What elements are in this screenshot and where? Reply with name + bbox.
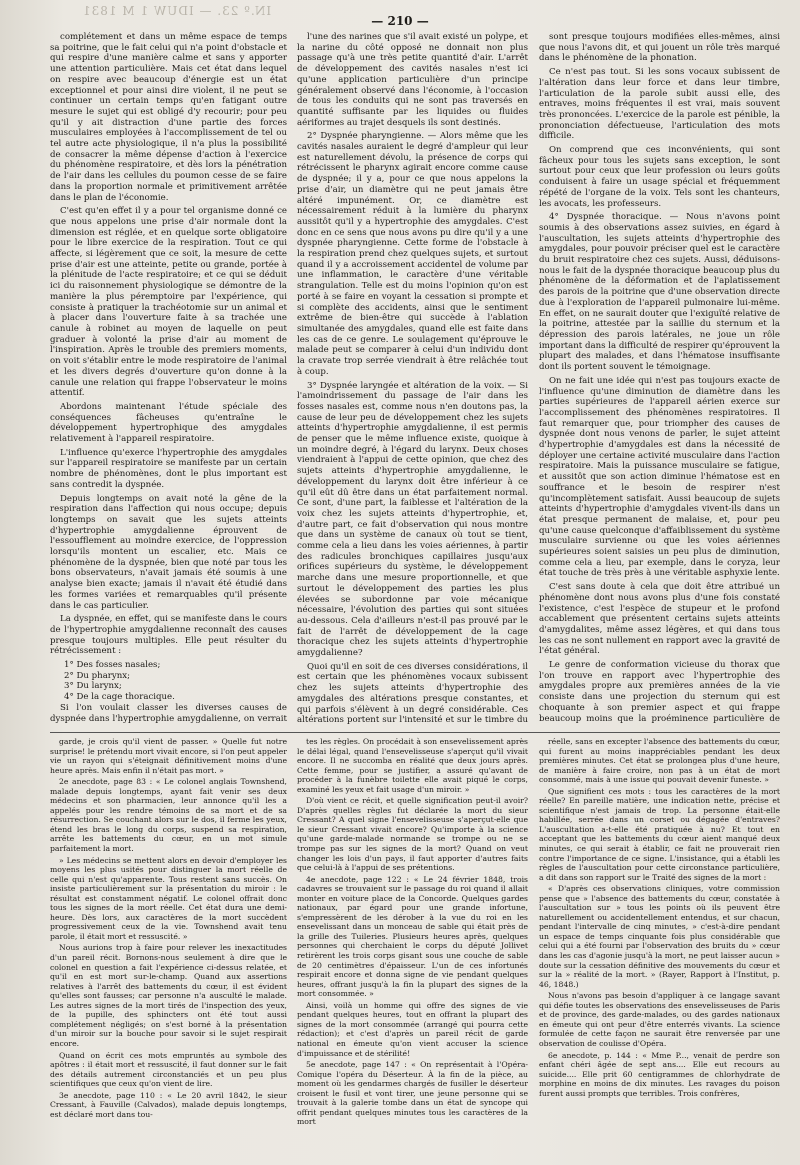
footnote-column-1 xyxy=(50,737,287,1155)
cause-list xyxy=(50,660,287,703)
footnote-column-2 xyxy=(297,737,528,1155)
footnote-paragraph: 4e anecdote, page 122 : « Le 24 février 1848, trois cadavres se trouvaient sur le passage du roi quand il allait monter en voiture place de la Concorde. Quelques gardes nationaux, par égard pour une grande infortune, s'empressèrent de les dérober à la vue du roi en les ensevelissant dans un monceau de sable qui était près de la grille des Tuileries. Plusieurs heures après, quelques personnes qui cherchaient le corps du député Jollivet retirèrent les trois corps gisant sous une couche de sable de 20 centimètres d'épaisseur. L'un de ces infortunés respirait encore et donna signe de vie pendant quelques heures, offrant jusqu'à la fin la plupart des signes de la mort consommée. » xyxy=(297,874,528,999)
paragraph: complétement et dans un même espace de temps sa poitrine, que le fait celui qui n'a point d'obstacle et qui respire d'une manière calme et sans y apporter une attention particulière. Mais cet état dans lequel on respire avec beaucoup d'énergie est un état exceptionnel et pour ainsi dire violent, il ne peut se continuer un certain temps qu'en fatigant outre mesure le sujet qui est obligé d'y recourir; pour peu qu'il y ait distraction d'une partie des forces musculaires employées à l'accomplissement de tel ou tel autre acte physiologique, il n'a plus la possibilité de consacrer la même dépense d'action à l'exercice du phénomène respiratoire, et dès lors la pénétration de l'air dans les cellules du poumon cesse de se faire dans la proportion normale et primitivement arrêtée dans le plan de l'économie. xyxy=(50,32,287,203)
paragraph: Depuis longtemps on avait noté la gêne de la respiration dans l'affection qui nous occupe; depuis longtemps on savait que les sujets atteints d'hypertrophie amygdalienne éprouvent de l'essoufflement au moindre exercice, de l'oppression lorsqu'ils montent un escalier, etc. Mais ce phénomène de la dyspnée, bien que noté par tous les bons observateurs, n'avait jamais été soumis à une analyse bien exacte; jamais il n'avait été étudié dans les formes variées et remarquables qu'il présente dans le cas particulier. xyxy=(50,493,287,611)
footnote-paragraph: Nous n'avons pas besoin d'appliquer à ce langage savant qui défie toutes les observations des ensevelisseuses de Paris et de province, des garde-malades, ou des gardes nationaux en émeute qui ont peur d'être enterrés vivants. La science formulée de cette façon ne saurait être renversée par une observation de coulisse d'Opéra. xyxy=(539,991,780,1048)
footnote-column-3 xyxy=(539,737,780,1155)
footnote-paragraph: garde, je crois qu'il vient de passer. » Quelle fut notre surprise! le prétendu mort vivait encore, si l'on peut appeler vie un rayon qui s'éteignait définitivement moins d'une heure après. Mais enfin il n'était pas mort. » xyxy=(50,737,287,775)
footnote-paragraph: D'où vient ce récit, et quelle signification peut-il avoir? D'après quelles règles fut déclarée la mort du sieur Cressant? A quel signe l'ensevelisseuse s'aperçut-elle que le sieur Cressant vivait encore? Qu'importe à la science qu'une garde-malade normande se trompe ou ne se trompe pas sur les signes de la mort? Quand on veut changer les lois d'un pays, il faut apporter d'autres faits que celui-là à l'appui de ses prétentions. xyxy=(297,796,528,873)
footnote-separator xyxy=(50,732,780,733)
paragraph: Quoi qu'il en soit de ces diverses considérations, il est certain que les phénomènes vocaux subissent chez les sujets atteints d'hypertrophie des amygdales des altérations presque constantes, et qui parfois s'élèvent à un degré considérable. Ces altérations portent sur l'intensité et sur le timbre du xyxy=(297,661,528,724)
paragraph: l'une des narines que s'il avait existé un polype, et la narine du côté opposé ne donnait non plus passage qu'à une très petite quantité d'air. L'arrêt de développement des cavités nasales n'est ici qu'une application particulière d'un principe généralement observé dans l'économie, à l'occasion de tous les conduits qui ne sont pas traversés en quantité suffisante par les liquides ou fluides aériformes au trajet desquels ils sont destinés. xyxy=(297,32,528,128)
footnote-paragraph: 6e anecdote, p. 144 : « Mme P..., venait de perdre son enfant chéri âgée de sept ans.... Elle eut recours au suicide.... Elle prit 60 centigrammes de chlorhydrate de morphine en moins de dix minutes. Les ravages du poison furent aussi prompts que terribles. Trois confrères, xyxy=(539,1050,780,1098)
footnote-paragraph: tes les règles. On procédait à son ensevelissement après le délai légal, quand l'ensevelisseuse s'aperçut qu'il vivait encore. Il ne succomba en réalité que deux jours après. Cette femme, pour se justifier, a assuré qu'avant de procéder à la funèbre toilette elle avait piqué le corps, examiné les yeux et fait usage d'un miroir. » xyxy=(297,737,528,794)
paragraph: Le genre de conformation vicieuse du thorax que l'on trouve en rapport avec l'hypertrophie des amygdales propre aux premières années de la vie consiste dans une projection du sternum qui est choquante à son premier aspect et qui frappe beaucoup moins que la proéminence particulière de xyxy=(539,660,780,724)
paragraph: Si l'on voulait classer les diverses causes de dyspnée dans l'hypertrophie amygdalienne, on verrait xyxy=(50,702,287,724)
paragraph: On comprend que ces inconvénients, qui sont fâcheux pour tous les sujets sans exception, le sont surtout pour ceux que leur profession ou leurs goûts conduisent à faire un usage spécial et fréquemment répété de l'organe de la voix. Tels sont les chanteurs, les avocats, les professeurs. xyxy=(539,145,780,209)
footnote-paragraph: Que signifient ces mots : tous les caractères de la mort réelle? En pareille matière, une indication nette, précise et scientifique n'est jamais de trop. La personne était-elle habillée, serrée dans un corset ou dégagée d'entraves? L'auscultation a-t-elle été pratiquée à nu? Et tout en acceptant que les battements du cœur aient manqué deux minutes, ce qui serait à établir, ce fait ne prouverait rien contre l'importance de ce signe. L'insistance, qui a établi les règles de l'auscultation pour cette circonstance particulière, a dit dans son rapport sur le Traité des signes de la mort : xyxy=(539,786,780,882)
paragraph: C'est sans doute à cela que doit être attribué un phénomène dont nous avons plus d'une fois constaté l'existence, c'est l'espèce de stupeur et le profond accablement que présentent certains sujets atteints d'amygdalites, même assez légères, et qui dans tous les cas ne sont nullement en rapport avec la gravité de l'état général. xyxy=(539,582,780,657)
footnote-paragraph: 5e anecdote, page 147 : « On représentait à l'Opéra-Comique l'opéra du Déserteur. À la fin de la pièce, au moment où les gendarmes chargés de fusiller le déserteur croisent le fusil et vont tirer, une jeune personne qui se trouvait à la galerie tombe dans un état de syncope qui offrit pendant quelques minutes tous les caractères de la mort xyxy=(297,1060,528,1127)
text-column-1 xyxy=(50,32,287,724)
list-item: 4° De la cage thoracique. xyxy=(64,692,175,703)
list-item: 2° Du pharynx; xyxy=(64,670,131,681)
text-column-2 xyxy=(297,32,528,724)
paragraph: La dyspnée, en effet, qui se manifeste dans le cours de l'hypertrophie amygdalienne reconnaît des causes presque toujours multiples. Elle peut résulter du rétrécissement : xyxy=(50,614,287,657)
footnote-paragraph: Quand on écrit ces mots empruntés au symbole des apôtres : il était mort et ressuscité, il faut donner sur le fait des détails autrement circonstanciés et un peu plus scientifiques que ceux qu'on vient de lire. xyxy=(50,1050,287,1089)
paragraph: sont presque toujours modifiées elles-mêmes, ainsi que nous l'avons dit, et qui jouent un rôle très marqué dans le phénomène de la phonation. xyxy=(539,32,780,64)
paragraph: 4° Dyspnée thoracique. — Nous n'avons point soumis à des observations assez suivies, en égard à l'auscultation, les sujets atteints d'hypertrophie des amygdales, pour pouvoir préciser quel est le caractère du bruit respiratoire chez ces sujets. Aussi, déduisons-nous le fait de la dyspnée thoracique beaucoup plus du phénomène de la déformation et de l'aplatissement des parois de la poitrine que d'une observation directe due à l'exploration de l'appareil pulmonaire lui-même. En effet, on ne saurait douter que l'exiguïté relative de la poitrine, attestée par la saillie du sternum et la dépression des parois latérales, ne joue un rôle important dans la difficulté de respirer qu'éprouvent la plupart des malades, et dans l'hématose insuffisante dont ils portent souvent le témoignage. xyxy=(539,212,780,373)
paragraph: C'est qu'en effet il y a pour tel organisme donné ce que nous appelons une prise d'air normale dont la dimension est réglée, et en quelque sorte obligatoire pour le libre exercice de la respiration. Tout ce qui affecte, si légèrement que ce soit, la mesure de cette prise d'air est une atteinte, petite ou grande, portée à la plénitude de l'acte respiratoire; et ce qui se déduit ici du raisonnement physiologique se démontre de la manière la plus péremptoire par l'expérience, qui consiste à pratiquer la trachéotomie sur un animal et à placer dans l'ouverture faite à sa trachée une canule à robinet au moyen de laquelle on peut graduer à volonté la prise d'air au moment de l'inspiration. Après le trouble des premiers moments, on voit s'établir entre le mode respiratoire de l'animal et les divers degrés d'ouverture qu'on donne à la canule une relation qui frappe l'observateur le moins attentif. xyxy=(50,206,287,399)
footnote-paragraph: réelle, sans en excepter l'absence des battements du cœur, qui furent au moins inappréciables pendant les deux premières minutes. Cet état se prolongea plus d'une heure, de manière à faire croire, non pas à un état de mort consommé, mais à une issue qui pouvait devenir funeste. » xyxy=(539,737,780,785)
show-through-text: IN.º 23. — IDUW 1 M 1831 xyxy=(82,4,272,18)
footnote-paragraph: Ainsi, voilà un homme qui offre des signes de vie pendant quelques heures, tout en offrant la plupart des signes de la mort consommée (arrangé qui pourra cette rédaction); et c'est d'après un pareil récit de garde national en émeute qu'on vient accuser la science d'impuissance et de stérilité! xyxy=(297,1000,528,1058)
text-column-3 xyxy=(539,32,780,724)
list-item: 1° Des fosses nasales; xyxy=(64,660,161,671)
page-number: — 210 — xyxy=(371,14,429,28)
footnote-paragraph: 3e anecdote, page 110 : « Le 20 avril 1842, le sieur Cressant, à Fauville (Calvados), malade depuis longtemps, est déclaré mort dans tou- xyxy=(50,1090,287,1119)
paragraph: 3° Dyspnée laryngée et altération de la voix. — Si l'amoindrissement du passage de l'air dans les fosses nasales est, comme nous n'en doutons pas, la cause de leur peu de développement chez les sujets atteints d'hypertrophie amygdalienne, il est permis de penser que le même influence existe, quoique à un moindre degré, à l'égard du larynx. Deux choses viendraient à l'appui de cette opinion, que chez des sujets atteints d'hypertrophie amygdalienne, le développement du larynx doit être inférieur à ce qu'il eût dû être dans un état parfaitement normal. Ce sont, d'une part, la faiblesse et l'altération de la voix chez les sujets atteints d'hypertrophie, et, d'autre part, ce fait d'observation qui nous montre que dans un système de canaux où tout se tient, comme cela a lieu dans les voies aériennes, à partir des radicules bronchiques capillaires jusqu'aux orifices supérieurs du système, le développement marche dans une mesure proportionnelle, et que surtout le développement des parties les plus élevées se subordonne par voie mécanique nécessaire, l'évolution des parties qui sont situées au-dessous. Cela d'ailleurs n'est-il pas prouvé par le fait de l'arrêt de développement de la cage thoracique chez les sujets atteints d'hypertrophie amygdalienne? xyxy=(297,380,528,659)
paragraph: Ce n'est pas tout. Si les sons vocaux subissent de l'altération dans leur force et dans leur timbre, l'articulation de la parole subit aussi elle, des entraves, moins fréquentes il est vrai, mais souvent très prononcées. L'exercice de la parole est pénible, la prononciation défectueuse, l'articulation des mots difficile. xyxy=(539,67,780,142)
footnote-paragraph: Nous aurions trop à faire pour relever les inexactitudes d'un pareil récit. Bornons-nous seulement à dire que le colonel en question a fait l'expérience ci-dessus relatée, et qu'il en est mort sur-le-champ. Quand aux assertions relatives à l'arrêt des battements du cœur, il est évident qu'elles sont fausses; car personne n'a ausculté le malade. Les autres signes de la mort tirés de l'inspection des yeux, de la pupille, des sphincters ont été tout aussi complétement négligés; on s'est borné à la présentation d'un miroir sur la bouche pour savoir si le sujet respirait encore. xyxy=(50,943,287,1048)
footnote-paragraph: 2e anecdote, page 83 : « Le colonel anglais Townshend, malade depuis longtemps, ayant fait venir ses deux médecins et son pharmacien, leur annonce qu'il les a appelés pour les rendre témoins de sa mort et de sa résurrection. Se couchant alors sur le dos, il ferme les yeux, étend les bras le long du corps, suspend sa respiration, arrête les battements du cœur, en un mot simule parfaitement la mort. xyxy=(50,777,287,854)
paragraph: On ne fait une idée qui n'est pas toujours exacte de l'influence qu'une diminution de diamètre dans les parties supérieures de l'appareil aérien exerce sur l'accomplissement des phénomènes respiratoires. Il faut remarquer que, pour triompher des causes de dyspnée dont nous venons de parler, le sujet atteint d'hypertrophie d'amygdales est dans la nécessité de déployer une certaine activité musculaire dans l'action respiratoire. Mais la puissance musculaire se fatigue, et aussitôt que son action diminue l'hématose est en souffrance et le besoin de respirer n'est qu'incomplètement satisfait. Aussi beaucoup de sujets atteints d'hypertrophie d'amygdales vivent-ils dans un état presque permanent de malaise, et, pour peu qu'une cause quelconque d'affaiblissement du système musculaire survienne ou que les voies aériennes supérieures soient saisies un peu plus de diminution, comme cela a lieu, par exemple, dans le coryza, leur état touche de très près à une véritable asphyxie lente. xyxy=(539,375,780,579)
footnote-paragraph: » Les médecins se mettent alors en devoir d'employer les moyens les plus usités pour distinguer la mort réelle de celle qui n'est qu'apparente. Tous restent sans succès. On insiste particulièrement sur la présentation du miroir : le résultat est constamment négatif. Le colonel offrait donc tous les signes de la mort réelle. Cet état dura une demi-heure. Dès lors, aux caractères de la mort succèdent progressivement ceux de la vie. Townshend avait tenu parole, il était mort et ressuscité. » xyxy=(50,855,287,941)
paragraph: 2° Dyspnée pharyngienne. — Alors même que les cavités nasales auraient le degré d'ampleur qui leur est naturellement dévolu, la présence de corps qui rétrécissent le pharynx agirait encore comme cause de dyspnée; il y a, pour ce que nous appelons la prise d'air, un diamètre qui ne peut jamais être altéré impunément. Or, ce diamètre est nécessairement réduit à la lumière du pharynx aussitôt qu'il y a hypertrophie des amygdales. C'est donc en ce sens que nous avons pu dire qu'il y a une dyspnée pharyngienne. Cette forme de l'obstacle à la respiration prend chez quelques sujets, et surtout quand il y a accroissement accidentel de volume par une inflammation, le caractère d'une véritable strangulation. Telle est du moins l'opinion qu'on est porté à se faire en voyant la cessation si prompte et si complète des accidents, ainsi que le sentiment extrême de bien-être qui succède à l'ablation simultanée des amygdales, quand elle est faite dans les cas de ce genre. Le soulagement qu'éprouve le malade peut se comparer à celui d'un individu dont la cravate trop serrée viendrait à être relâchée tout à coup. xyxy=(297,131,528,377)
list-item: 3° Du larynx; xyxy=(64,681,122,692)
footnote-paragraph: « D'après ces observations cliniques, votre commission pense que » l'absence des battements du cœur, constatée à l'auscultation sur » tous les points où ils peuvent être naturellement ou accidentellement entendus, et sur chacun, pendant l'intervalle de cinq minutes, » c'est-à-dire pendant un espace de temps cinquante fois plus considérable que celui qui a été fourni par l'observation des bruits du » cœur dans les cas d'agonie jusqu'à la mort, ne peut laisser aucun » doute sur la cessation définitive des mouvements du cœur et sur la » réalité de la mort. » (Rayer, Rapport à l'Institut, p. 46, 1848.) xyxy=(539,884,780,989)
paragraph: L'influence qu'exerce l'hypertrophie des amygdales sur l'appareil respiratoire se manifeste par un certain nombre de phénomènes, dont le plus important est sans contredit la dyspnée. xyxy=(50,447,287,490)
paragraph: Abordons maintenant l'étude spéciale des conséquences fâcheuses qu'entraîne le développement hypertrophique des amygdales relativement à l'appareil respiratoire. xyxy=(50,401,287,445)
